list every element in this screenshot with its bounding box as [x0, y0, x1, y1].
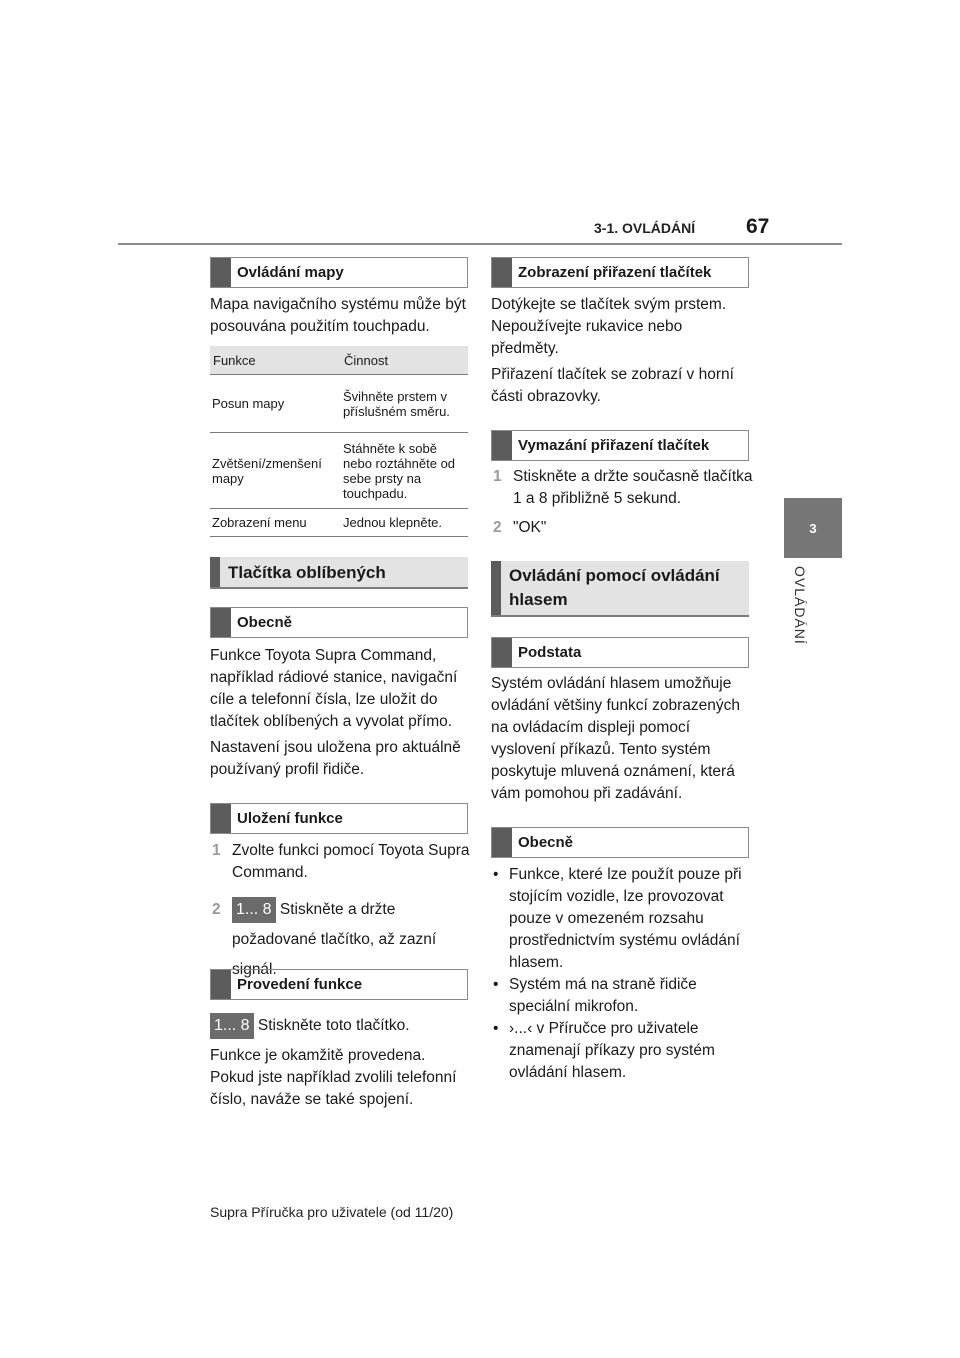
- favorite-key-icon: 1... 8: [232, 897, 276, 923]
- function-table: [210, 346, 468, 537]
- chapter-number: 3: [809, 520, 817, 536]
- save-step-2: 2 1... 8 Stiskněte a držte požadované tlačítko, až zazní signál.: [210, 895, 472, 985]
- list-item: • Funkce, které lze použít pouze při stojícím vozidle, lze provozovat pouze v omezeném rozsahu prostřednictvím systému ovládání hlasem.: [491, 864, 753, 974]
- heading-general-right: Obecně: [491, 827, 749, 858]
- heading-favorites: Tlačítka oblíbených: [210, 557, 468, 589]
- heading-save-function: Uložení funkce: [210, 803, 468, 834]
- delete-step-2: 2 "OK": [493, 519, 547, 536]
- assignment-paragraph-2: Přiřazení tlačítek se zobrazí v horní části obrazovky.: [491, 366, 734, 405]
- table-row: Posun mapy Švihněte prstem v příslušném směru.: [210, 375, 468, 433]
- general-paragraph-1: Funkce Toyota Supra Command, například rádiové stanice, navigační cíle a telefonní čísla, lze uložit do tlačítek oblíbených a vyvolat přímo.: [210, 647, 458, 730]
- execute-paragraph: Funkce je okamžitě provedena. Pokud jste například zvolili telefonní číslo, naváže se také spojení.: [210, 1047, 457, 1108]
- delete-step-1: 1 Stiskněte a držte současně tlačítka 1 a 8 přibližně 5 sekund.: [493, 468, 753, 507]
- list-item: • Systém má na straně řidiče speciální mikrofon.: [491, 974, 753, 1018]
- map-intro: Mapa navigačního systému může být posouvána použitím touchpadu.: [210, 296, 466, 335]
- table-header-row: Funkce Činnost: [210, 346, 468, 375]
- voice-general-list: [491, 864, 753, 1084]
- chapter-label: OVLÁDÁNÍ: [792, 566, 808, 645]
- heading-execute-function: Provedení funkce: [210, 969, 468, 1000]
- general-paragraph-2: Nastavení jsou uložena pro aktuálně používaný profil řidiče.: [210, 739, 461, 778]
- heading-delete-assignment: Vymazání přiřazení tlačítek: [491, 430, 749, 461]
- execute-instruction: 1... 8 Stiskněte toto tlačítko.: [210, 1012, 472, 1040]
- table-row: Zvětšení/zmenšení mapy Stáhněte k sobě nebo roztáhněte od sebe prsty na touchpadu.: [210, 433, 468, 509]
- favorite-key-icon: 1... 8: [210, 1013, 254, 1039]
- list-item: • ›...‹ v Příručce pro uživatele znamenají příkazy pro systém ovládání hlasem.: [491, 1018, 753, 1084]
- heading-key-assignment: Zobrazení přiřazení tlačítek: [491, 257, 749, 288]
- save-step-1: 1 Zvolte funkci pomocí Toyota Supra Command.: [212, 842, 470, 881]
- heading-voice-control: Ovládání pomocí ovládání hlasem: [491, 561, 749, 617]
- page-number: 67: [746, 215, 770, 238]
- table-row: Zobrazení menu Jednou klepněte.: [210, 509, 468, 537]
- heading-map-control: Ovládání mapy: [210, 257, 468, 288]
- heading-general-left: Obecně: [210, 607, 468, 638]
- heading-principle: Podstata: [491, 637, 749, 668]
- header-rule: [118, 243, 842, 245]
- principle-paragraph: Systém ovládání hlasem umožňuje ovládání většiny funkcí zobrazených na ovládacím displeji pomocí vyslovení příkazů. Tento systém poskytuje mluvená oznámení, která vám pomohou při zadávání.: [491, 675, 740, 802]
- section-title: 3-1. OVLÁDÁNÍ: [594, 220, 696, 236]
- footer-text: Supra Příručka pro uživatele (od 11/20): [210, 1204, 454, 1220]
- chapter-tab: [784, 498, 842, 558]
- assignment-paragraph-1: Dotýkejte se tlačítek svým prstem. Nepoužívejte rukavice nebo předměty.: [491, 296, 727, 357]
